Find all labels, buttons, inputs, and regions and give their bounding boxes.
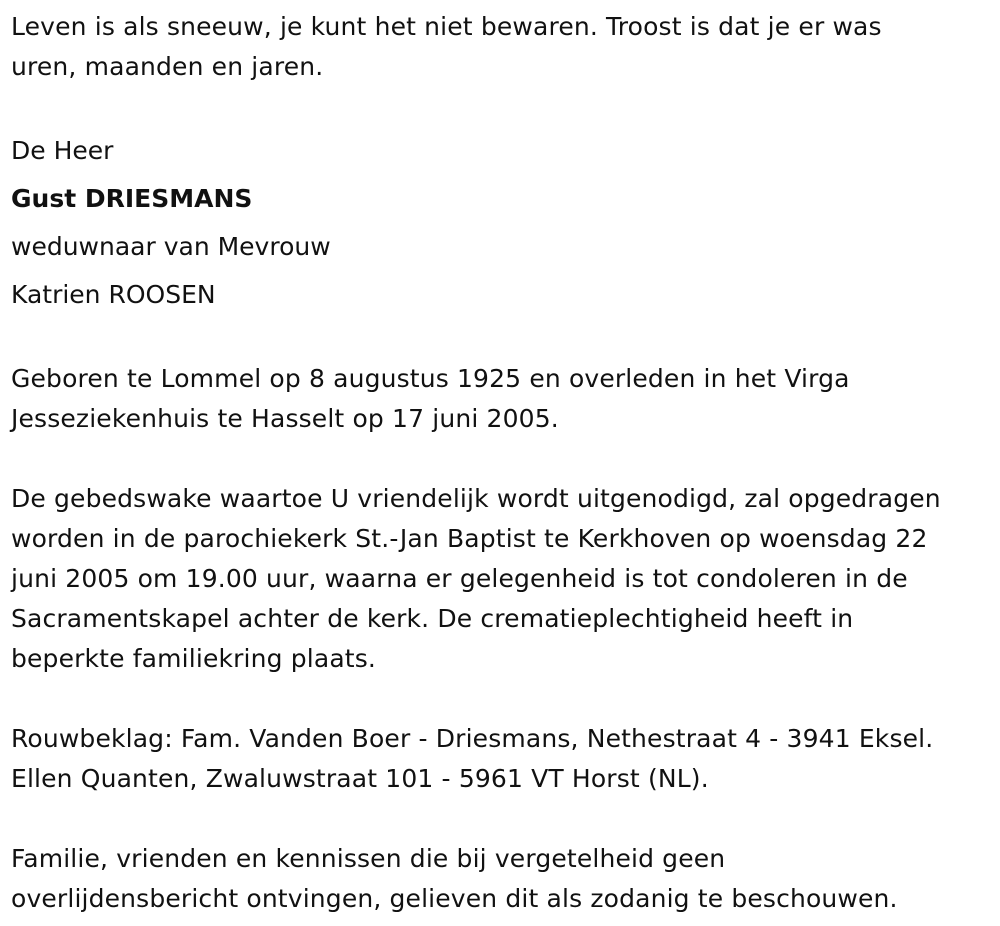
- service-line-3: juni 2005 om 19.00 uur, waarna er gelegenheid is tot condoleren in de: [11, 564, 908, 593]
- service-line-2: worden in de parochiekerk St.-Jan Baptist te Kerkhoven op woensdag 22: [11, 524, 928, 553]
- service-paragraph: [11, 479, 1000, 679]
- birth-death-line-2: Jesseziekenhuis te Hasselt op 17 juni 2005.: [11, 404, 559, 433]
- deceased-name: Gust DRIESMANS: [11, 184, 253, 213]
- spacer: [11, 679, 1000, 719]
- service-line-1: De gebedswake waartoe U vriendelijk wordt uitgenodigd, zal opgedragen: [11, 484, 941, 513]
- opening-quote: [11, 7, 1000, 87]
- spouse-name: Katrien ROOSEN: [11, 280, 216, 309]
- quote-line-2: uren, maanden en jaren.: [11, 52, 324, 81]
- quote-line-1: Leven is als sneeuw, je kunt het niet bewaren. Troost is dat je er was: [11, 12, 882, 41]
- mourning-line-2: Ellen Quanten, Zwaluwstraat 101 - 5961 VT Horst (NL).: [11, 764, 709, 793]
- spacer: [11, 439, 1000, 479]
- deceased-block: [11, 127, 1000, 319]
- spacer: [11, 87, 1000, 127]
- service-line-4: Sacramentskapel achter de kerk. De crematieplechtigheid heeft in: [11, 604, 854, 633]
- service-line-5: beperkte familiekring plaats.: [11, 644, 377, 673]
- salutation: De Heer: [11, 136, 114, 165]
- spacer: [11, 799, 1000, 839]
- spacer: [11, 319, 1000, 359]
- birth-death-paragraph: [11, 359, 1000, 439]
- closing-line-1: Familie, vrienden en kennissen die bij vergetelheid geen: [11, 844, 726, 873]
- closing-line-2: overlijdensbericht ontvingen, gelieven dit als zodanig te beschouwen.: [11, 884, 898, 913]
- closing-paragraph: [11, 839, 1000, 919]
- birth-death-line-1: Geboren te Lommel op 8 augustus 1925 en overleden in het Virga: [11, 364, 850, 393]
- relation-text: weduwnaar van Mevrouw: [11, 232, 331, 261]
- mourning-line-1: Rouwbeklag: Fam. Vanden Boer - Driesmans, Nethestraat 4 - 3941 Eksel.: [11, 724, 934, 753]
- mourning-paragraph: [11, 719, 1000, 799]
